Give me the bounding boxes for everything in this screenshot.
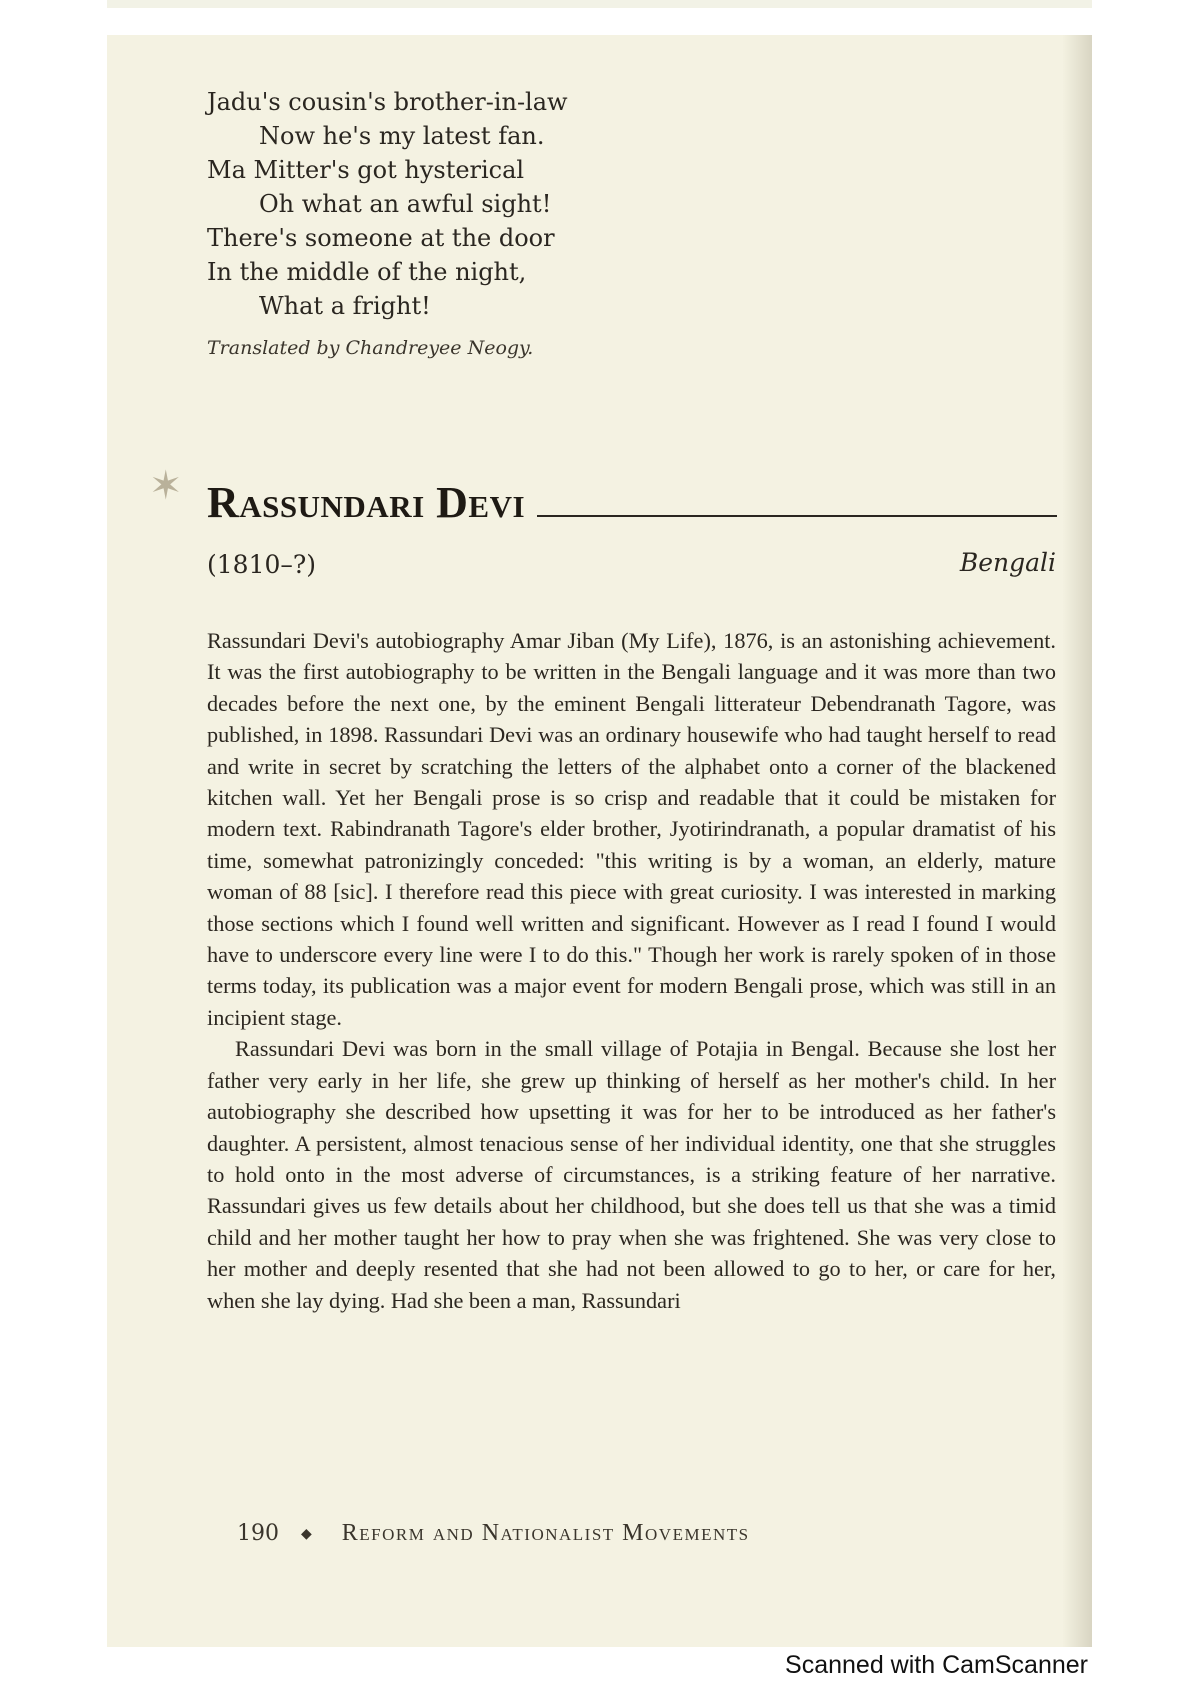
poem-line-3: Ma Mitter's got hysterical	[207, 156, 525, 184]
author-language: Bengali	[959, 548, 1056, 577]
section-title: Reform and Nationalist Movements	[341, 1520, 750, 1546]
author-name: Rassundari Devi	[207, 478, 526, 527]
translation-credit: Translated by Chandreyee Neogy.	[207, 337, 534, 359]
entry-heading	[207, 465, 1057, 525]
poem-line-6: In the middle of the night,	[207, 258, 527, 286]
poem-line-4: Oh what an awful sight!	[259, 190, 552, 218]
book-page	[107, 35, 1092, 1647]
poem-excerpt	[207, 85, 907, 323]
poem-line-1: Jadu's cousin's brother-in-law	[207, 88, 568, 116]
author-dates: (1810–?)	[207, 550, 317, 579]
previous-page-strip	[107, 0, 1092, 8]
paragraph-2: Rassundari Devi was born in the small village of Potajia in Bengal. Because she lost her father very early in her life, she grew up thinking of herself as her mother's child. In her autobiography she described how upsetting it was for her to be introduced as her father's daughter. A persistent, almost tenacious sense of her individual identity, one that she struggles to hold onto in the most adverse of circumstances, is a striking feature of her narrative. Rassundari gives us few details about her childhood, but she does tell us that she was a timid child and her mother taught her how to pray when she was frightened. She was very close to her mother and deeply resented that she had not been allowed to go to her, or care for her, when she lay dying. Had she been a man, Rassundari	[207, 1036, 1056, 1313]
scanner-watermark: Scanned with CamScanner	[785, 1651, 1088, 1679]
page-gutter-shadow	[1062, 35, 1092, 1647]
page-number: 190	[237, 1521, 279, 1546]
poem-line-5: There's someone at the door	[207, 224, 555, 252]
diamond-separator-icon: ◆	[301, 1525, 312, 1542]
poem-line-7: What a fright!	[259, 292, 431, 320]
heading-rule	[537, 515, 1057, 517]
page-footer	[237, 1520, 750, 1547]
poem-line-2: Now he's my latest fan.	[259, 122, 545, 150]
biography-text	[207, 625, 1056, 1316]
paragraph-1: Rassundari Devi's autobiography Amar Jiban (My Life), 1876, is an astonishing achievement. It was the first autobiography to be written in the Bengali language and it was more than two decades before the next one, by the eminent Bengali litterateur Debendranath Tagore, was published, in 1898. Rassundari Devi was an ordinary housewife who had taught herself to read and write in secret by scratching the letters of the alphabet onto a corner of the blackened kitchen wall. Yet her Bengali prose is so crisp and readable that it could be mistaken for modern text. Rabindranath Tagore's elder brother, Jyotirindranath, a popular dramatist of his time, somewhat patronizingly conceded: "this writing is by a woman, an elderly, mature woman of 88 [sic]. I therefore read this piece with great curiosity. I was interested in marking those sections which I found well written and significant. However as I read I found I would have to underscore every line were I to do this." Though her work is rarely spoken of in those terms today, its publication was a major event for modern Bengali prose, which was still in an incipient stage.	[207, 628, 1056, 1030]
star-ornament-icon: ✶	[149, 463, 183, 509]
